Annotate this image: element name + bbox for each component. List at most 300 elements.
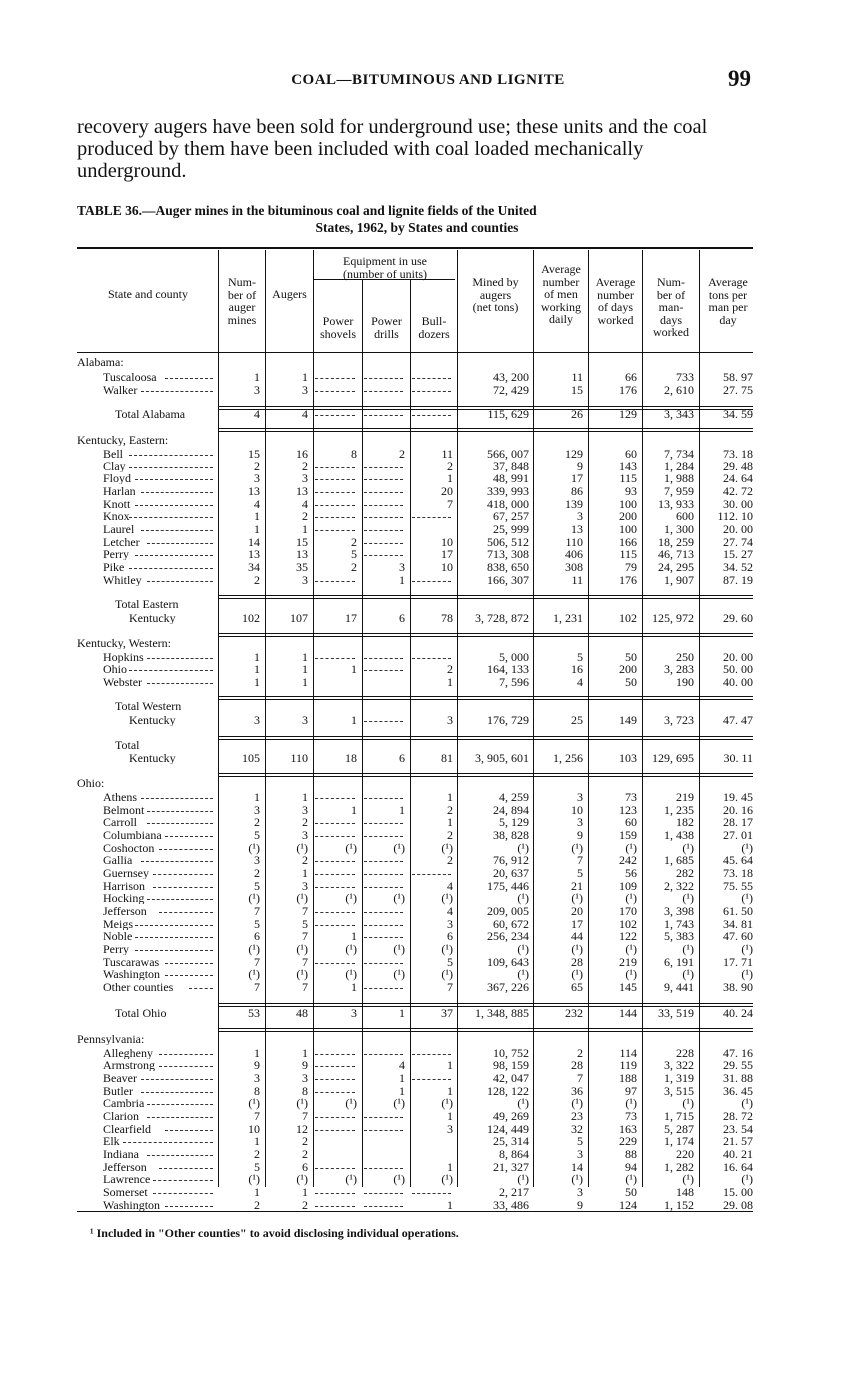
page-number: 99 [728,66,751,91]
table-cell: (¹) [393,1172,405,1186]
table-row [77,1148,753,1160]
table-cell: 102 [619,611,637,625]
table-cell: 2 [302,853,308,867]
table-cell: 5 [302,917,308,931]
table-row [77,510,753,522]
table-cell: 2 [351,535,357,549]
table-cell: 242 [619,853,637,867]
table-cell: 18 [345,751,357,765]
table-group-heading [77,598,753,610]
row-label: Guernsey [103,867,149,879]
total-rule [218,633,753,634]
table-cell: 1, 174 [664,1134,694,1148]
leader-dashes [147,1117,213,1118]
table-cell: 200 [619,509,637,523]
table-cell: 110 [565,535,583,549]
table-cell: 1, 284 [664,459,694,473]
empty-cell-dashes [315,467,355,468]
table-cell: 28. 72 [723,1109,753,1123]
table-cell: 6 [399,611,405,625]
table-cell: 3 [254,1071,260,1085]
table-cell: 3 [302,383,308,397]
table-cell: 8, 864 [499,1147,529,1161]
table-cell: (¹) [441,942,453,956]
table-cell: 1 [302,790,308,804]
empty-cell-dashes [315,925,355,926]
table-cell: 119 [619,1058,637,1072]
leader-dashes [147,1104,213,1105]
table-cell: 4 [302,407,308,421]
empty-cell-dashes [364,530,403,531]
table-cell: 38. 90 [723,980,753,994]
header-bottom-rule [77,352,753,353]
table-total-row [77,1007,753,1019]
row-label: Jefferson [103,905,147,917]
table-cell: 159 [619,828,637,842]
table-row [77,676,753,688]
table-cell: 17 [571,917,583,931]
table-row [77,1072,753,1084]
table-row [77,854,753,866]
table-cell: (¹) [441,891,453,905]
row-label: Bell [103,448,123,460]
table-cell: (¹) [345,891,357,905]
table-cell: 129 [565,447,583,461]
table-cell: (¹) [248,841,260,855]
table-cell: 3 [254,713,260,727]
empty-cell-dashes [364,963,403,964]
table-caption-line1: TABLE 36.—Auger mines in the bituminous coal and lignite fields of the United [77,203,537,218]
table-cell: (¹) [248,967,260,981]
leader-dashes [189,988,213,989]
table-cell: 44 [571,929,583,943]
table-cell: 48, 991 [493,471,529,485]
table-cell: 7 [577,853,583,867]
table-cell: 1, 231 [553,611,583,625]
table-row [77,498,753,510]
total-rule [218,736,753,737]
table-cell: 1 [351,713,357,727]
table-cell: 2 [447,853,453,867]
row-label: Carroll [103,816,137,828]
table-cell: 25, 999 [493,522,529,536]
table-cell: 1 [254,1134,260,1148]
table-cell: 97 [625,1084,637,1098]
table-row [77,472,753,484]
row-label: Belmont [103,804,145,816]
empty-cell-dashes [412,517,451,518]
empty-cell-dashes [364,555,403,556]
table-cell: 24. 64 [723,471,753,485]
table-cell: 124 [619,1198,637,1212]
row-label: Pike [103,561,125,573]
empty-cell-dashes [315,861,355,862]
table-cell: 15 [248,447,260,461]
empty-cell-dashes [364,1117,403,1118]
empty-cell-dashes [315,963,355,964]
leader-dashes [165,1206,213,1207]
table-cell: 2 [302,815,308,829]
table-cell: 60, 672 [493,917,529,931]
table-cell: 124, 449 [487,1122,529,1136]
table-group-heading [77,777,753,789]
table-cell: 219 [619,955,637,969]
table-cell: 42, 047 [493,1071,529,1085]
row-label: Total Alabama [115,408,186,420]
table-cell: 94 [625,1160,637,1174]
table-cell: 1 [254,509,260,523]
table-row [77,930,753,942]
table-cell: 6 [254,929,260,943]
table-cell: 3 [447,917,453,931]
table-cell: 100 [619,497,637,511]
table-row [77,460,753,472]
table-cell: 3 [302,879,308,893]
empty-cell-dashes [315,836,355,837]
table-cell: 100 [619,522,637,536]
table-cell: 3, 283 [664,662,694,676]
table-cell: 10 [441,535,453,549]
row-label: Lawrence [103,1173,151,1185]
leader-dashes [159,912,213,913]
empty-cell-dashes [364,543,403,544]
table-cell: 3 [577,815,583,829]
table-cell: 115 [619,471,637,485]
table-cell: 30. 11 [723,751,753,765]
empty-cell-dashes [364,479,403,480]
table-cell: 7 [577,1071,583,1085]
table-cell: (¹) [682,1172,694,1186]
col-header-days: Average number of days worked [595,275,636,327]
table-cell: 20 [571,904,583,918]
empty-cell-dashes [315,378,355,379]
table-cell: 18, 259 [658,535,694,549]
empty-cell-dashes [364,658,403,659]
table-cell: 1, 743 [664,917,694,931]
table-cell: 13 [571,522,583,536]
table-cell: 2 [302,459,308,473]
table-row [77,842,753,854]
table-cell: 1 [447,1198,453,1212]
table-cell: (¹) [248,942,260,956]
leader-dashes [159,1054,213,1055]
empty-cell-dashes [315,1054,355,1055]
table-cell: 3 [302,573,308,587]
table-cell: 10, 752 [493,1046,529,1060]
table-cell: 45. 64 [723,853,753,867]
table-cell: 47. 60 [723,929,753,943]
table-cell: (¹) [741,841,753,855]
table-cell: 143 [619,459,637,473]
table-cell: 1 [254,1185,260,1199]
table-cell: 1, 907 [664,573,694,587]
table-cell: (¹) [248,1096,260,1110]
table-cell: 9 [577,828,583,842]
table-cell: 1 [302,650,308,664]
table-cell: 733 [676,370,694,384]
table-cell: 17 [571,471,583,485]
table-row [77,791,753,803]
table-row [77,384,753,396]
table-cell: (¹) [625,841,637,855]
table-cell: 34. 52 [723,560,753,574]
table-cell: (¹) [296,942,308,956]
table-cell: 7 [254,955,260,969]
col-header-mines: Num- ber of auger mines [227,275,257,327]
table-cell: 37 [441,1006,453,1020]
empty-cell-dashes [364,505,403,506]
empty-cell-dashes [412,581,451,582]
table-cell: 1 [302,675,308,689]
table-cell: (¹) [517,1096,529,1110]
table-cell: 1 [254,522,260,536]
row-label: Floyd [103,472,132,484]
table-row [77,981,753,993]
table-cell: (¹) [393,942,405,956]
table-cell: (¹) [248,891,260,905]
table-cell: 1, 438 [664,828,694,842]
table-cell: 107 [290,611,308,625]
empty-cell-dashes [364,670,403,671]
col-header-equipment: Equipment in use (number of units) [343,254,427,281]
table-cell: 566, 007 [487,447,529,461]
table-group-heading [77,637,753,649]
table-cell: 3 [302,828,308,842]
table-cell: 7 [447,497,453,511]
table-cell: 1 [447,790,453,804]
empty-cell-dashes [315,1193,355,1194]
leader-dashes [135,925,213,926]
table-cell: 115 [619,547,637,561]
table-cell: 2, 217 [499,1185,529,1199]
leader-dashes [159,849,213,850]
table-cell: (¹) [517,1172,529,1186]
table-cell: 38, 828 [493,828,529,842]
row-label: Coshocton [103,842,155,854]
table-cell: 76, 912 [493,853,529,867]
table-cell: 13 [296,484,308,498]
empty-cell-dashes [364,467,403,468]
footnote: ¹ Included in "Other counties" to avoid disclosing individual operations. [90,1226,459,1240]
leader-dashes [141,1092,213,1093]
table-cell: (¹) [571,967,583,981]
table-cell: 48 [296,1006,308,1020]
leader-dashes [141,391,213,392]
empty-cell-dashes [412,874,451,875]
table-cell: 406 [565,547,583,561]
table-cell: 418, 000 [487,497,529,511]
table-row [77,1135,753,1147]
table-cell: 109 [619,879,637,893]
table-cell: 50 [625,650,637,664]
table-cell: 2 [351,560,357,574]
table-cell: 367, 226 [487,980,529,994]
table-cell: 112. 10 [717,509,753,523]
row-label: Pennsylvania: [77,1033,145,1045]
table-cell: 5, 129 [499,815,529,829]
table-cell: 1 [399,1071,405,1085]
table-cell: 28 [571,1058,583,1072]
table-cell: 15. 00 [723,1185,753,1199]
table-cell: 56 [625,866,637,880]
col-header-drills: Power drills [371,314,402,341]
table-cell: (¹) [625,1096,637,1110]
empty-cell-dashes [364,861,403,862]
table-row [77,880,753,892]
table-cell: 16 [571,662,583,676]
table-cell: (¹) [625,891,637,905]
empty-cell-dashes [315,874,355,875]
table-cell: 2 [447,459,453,473]
table-row [77,371,753,383]
empty-cell-dashes [315,823,355,824]
table-cell: (¹) [517,942,529,956]
table-cell: 15. 27 [723,547,753,561]
table-cell: 2 [302,1147,308,1161]
table-group-heading [77,434,753,446]
empty-cell-dashes [412,391,451,392]
table-cell: 27. 75 [723,383,753,397]
table-cell: 10 [248,1122,260,1136]
table-cell: 3, 723 [664,713,694,727]
table-cell: 175, 446 [487,879,529,893]
leader-dashes [141,530,213,531]
table-total-row [77,612,753,624]
row-label: Indiana [103,1148,139,1160]
table-cell: 7 [254,980,260,994]
table-cell: 1, 988 [664,471,694,485]
leader-dashes [135,479,213,480]
table-cell: 6 [399,751,405,765]
table-cell: (¹) [296,1096,308,1110]
table-cell: 21 [571,879,583,893]
table-cell: 4 [302,497,308,511]
table-cell: 58. 97 [723,370,753,384]
table-cell: (¹) [345,841,357,855]
table-cell: 46, 713 [658,547,694,561]
table-row [77,1110,753,1122]
table-cell: 2 [447,803,453,817]
row-label: Somerset [103,1186,148,1198]
table-cell: 25, 314 [493,1134,529,1148]
table-cell: 3 [254,383,260,397]
leader-dashes [123,1142,213,1143]
empty-cell-dashes [315,530,355,531]
table-cell: 47. 16 [723,1046,753,1060]
table-cell: 9, 441 [664,980,694,994]
table-cell: (¹) [296,891,308,905]
table-cell: 102 [242,611,260,625]
table-cell: 9 [254,1058,260,1072]
table-cell: 2 [577,1046,583,1060]
table-top-rule [77,247,753,249]
table-cell: 1 [447,815,453,829]
empty-cell-dashes [315,1092,355,1093]
table-cell: 1, 152 [664,1198,694,1212]
leader-dashes [135,505,213,506]
table-cell: 34 [248,560,260,574]
leader-dashes [153,1180,213,1181]
table-cell: 114 [619,1046,637,1060]
table-cell: 3 [577,509,583,523]
empty-cell-dashes [315,1168,355,1169]
table-cell: 200 [619,662,637,676]
table-row [77,892,753,904]
table-cell: (¹) [441,1172,453,1186]
table-cell: 17 [345,611,357,625]
table-cell: 2 [302,1134,308,1148]
leader-dashes [141,492,213,493]
row-label: Beaver [103,1072,137,1084]
empty-cell-dashes [412,1079,451,1080]
table-row [77,548,753,560]
table-cell: (¹) [296,841,308,855]
table-cell: 5, 000 [499,650,529,664]
table-cell: 8 [254,1084,260,1098]
table-cell: 87. 19 [723,573,753,587]
table-cell: 7, 959 [664,484,694,498]
table-cell: 32 [571,1122,583,1136]
table-cell: 1 [254,662,260,676]
table-cell: 3 [577,1185,583,1199]
table-cell: 79 [625,560,637,574]
table-cell: 7 [302,904,308,918]
table-cell: 24, 894 [493,803,529,817]
table-cell: 7 [447,980,453,994]
table-cell: 8 [351,447,357,461]
table-cell: (¹) [741,942,753,956]
leader-dashes [165,1130,213,1131]
table-row [77,804,753,816]
table-cell: 209, 005 [487,904,529,918]
table-cell: 73. 18 [723,447,753,461]
table-row [77,816,753,828]
table-cell: 182 [676,815,694,829]
table-cell: (¹) [682,891,694,905]
empty-cell-dashes [315,581,355,582]
table-cell: 50 [625,675,637,689]
table-cell: 7 [302,980,308,994]
table-cell: (¹) [571,942,583,956]
table-cell: (¹) [393,1096,405,1110]
table-cell: 166, 307 [487,573,529,587]
table-cell: 30. 00 [723,497,753,511]
table-cell: 188 [619,1071,637,1085]
table-cell: (¹) [393,841,405,855]
table-cell: 27. 74 [723,535,753,549]
table-cell: 29. 60 [723,611,753,625]
table-cell: 122 [619,929,637,943]
empty-cell-dashes [315,912,355,913]
table-cell: 1 [351,662,357,676]
leader-dashes [129,670,213,671]
table-row [77,1161,753,1173]
table-cell: 3, 398 [664,904,694,918]
leader-dashes [141,798,213,799]
table-cell: 1 [254,1046,260,1060]
table-cell: 23. 54 [723,1122,753,1136]
table-cell: 1, 282 [664,1160,694,1174]
table-cell: 5 [577,650,583,664]
empty-cell-dashes [412,1193,451,1194]
empty-cell-dashes [364,1168,403,1169]
empty-cell-dashes [364,887,403,888]
col-header-state: State and county [108,287,188,301]
table-cell: 47. 47 [723,713,753,727]
table-cell: 2 [447,662,453,676]
empty-cell-dashes [364,721,403,722]
table-cell: 3, 728, 872 [475,611,529,625]
